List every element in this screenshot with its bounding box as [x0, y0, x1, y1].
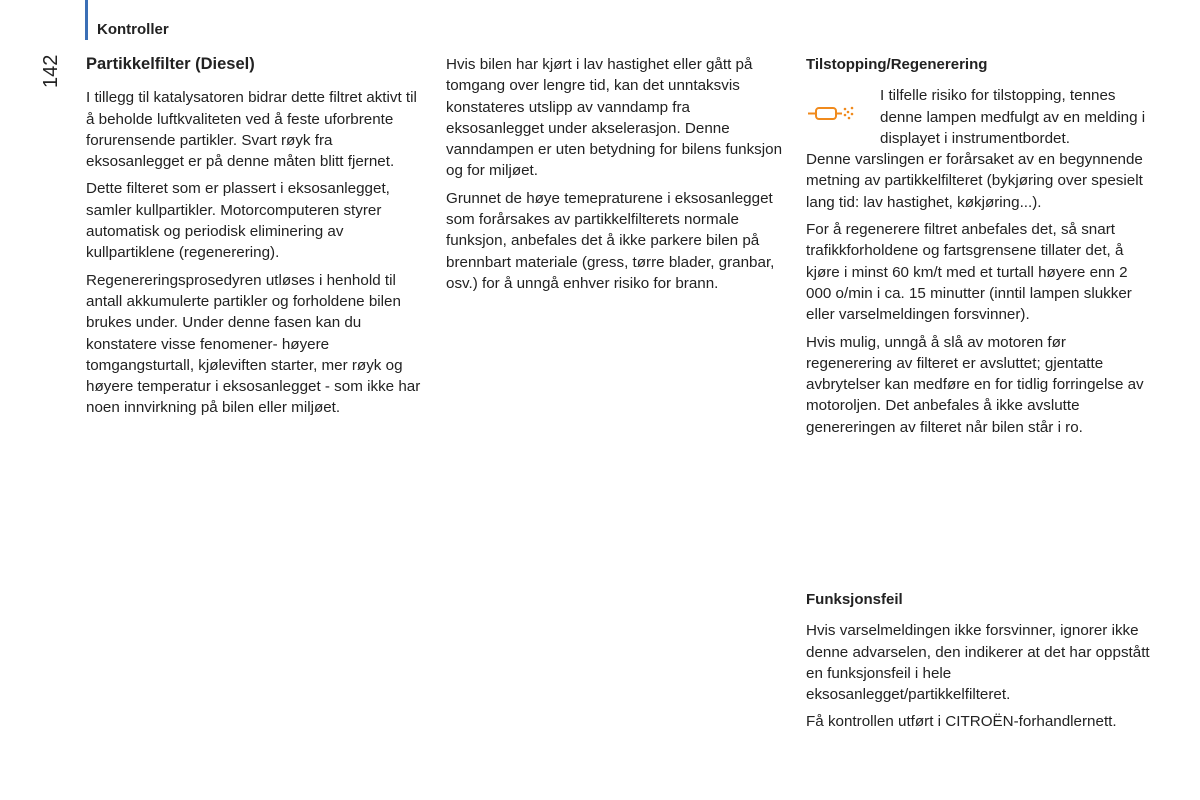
column-2 [446, 54, 791, 300]
section-label: Kontroller [97, 21, 169, 38]
header-accent-bar [85, 0, 88, 40]
paragraph: Grunnet de høye temepraturene i eksosanlegget som forårsakes av partikkelfilterets normale funksjon, anbefales det å ikke parkere bilen på brennbart materiale (gress, tørre blader, granbar, osv.) for å unngå enhver risiko for brann. [446, 189, 775, 292]
paragraph: Dette filteret som er plassert i eksosanlegget, samler kullpartikler. Motorcomputeren styrer automatisk og periodisk eliminering av kullpartiklene (regenerering). [86, 180, 390, 262]
page-number: 142 [40, 54, 62, 88]
malfunction-section [806, 589, 1151, 739]
particle-filter-warning-icon [806, 85, 880, 131]
column-1 [86, 54, 426, 425]
paragraph: For å regenerere filtret anbefales det, så snart trafikkforholdene og fartsgrensene tillater det, å kjøre i minst 60 km/t med et turtall høyere enn 2 000 o/min i ca. 15 minutter (inntil lampen slukker eller varselmeldingen forsvinner). [806, 221, 1132, 324]
paragraph: Regenereringsprosedyren utløses i henhold til antall akkumulerte partikler og forholdene bilen brukes under. Under denne fasen kan du konstatere visse fenomener- høyere tomgangsturtall, kjøleviften starter, mer røyk og høyere temperatur i eksosanlegget - som ikke har noen innvirkning på bilen eller miljøet. [86, 271, 421, 417]
paragraph: Denne varslingen er forårsaket av en begynnende metning av partikkelfilteret (bykjøring over spesielt lang tid: lav hastighet, køkjøring...). [806, 151, 1143, 211]
paragraph: Hvis bilen har kjørt i lav hastighet eller gått på tomgang over lengre tid, kan det unntaksvis konstateres utslipp av vanndamp fra eksosanlegget under akselerasjon. Denne vanndampen er uten betydning for bilens funksjon og for miljøet. [446, 56, 783, 180]
paragraph: Hvis mulig, unngå å slå av motoren før regenerering av filteret er avsluttet; gjentatte avbrytelser kan medføre en for tidlig forringelse av motoroljen. Det anbefales å ikke avslutte genereringen av filteret når bilen står i ro. [806, 333, 1144, 436]
warning-row [806, 85, 1151, 149]
subsection-title: Tilstopping/Regenerering [806, 56, 988, 73]
paragraph: I tillegg til katalysatoren bidrar dette filtret aktivt til å beholde luftkvaliteten ved å feste uforbrente forurensende partikler. Svart røyk fra eksosanlegget er på denne måten blitt fjernet. [86, 89, 417, 171]
paragraph: Få kontrollen utført i CITROËN-forhandlernett. [806, 713, 1117, 731]
section-title: Partikkelfilter (Diesel) [86, 55, 255, 73]
subsection-title: Funksjonsfeil [806, 591, 903, 608]
paragraph: Hvis varselmeldingen ikke forsvinner, ignorer ikke denne advarselen, den indikerer at det har oppstått en funksjonsfeil i hele eksosanlegget/partikkelfilteret. [806, 622, 1150, 704]
column-3 [806, 54, 1151, 444]
warning-text: I tilfelle risiko for tilstopping, tennes denne lampen medfulgt av en melding i displayet i instrumentbordet. [880, 87, 1146, 147]
